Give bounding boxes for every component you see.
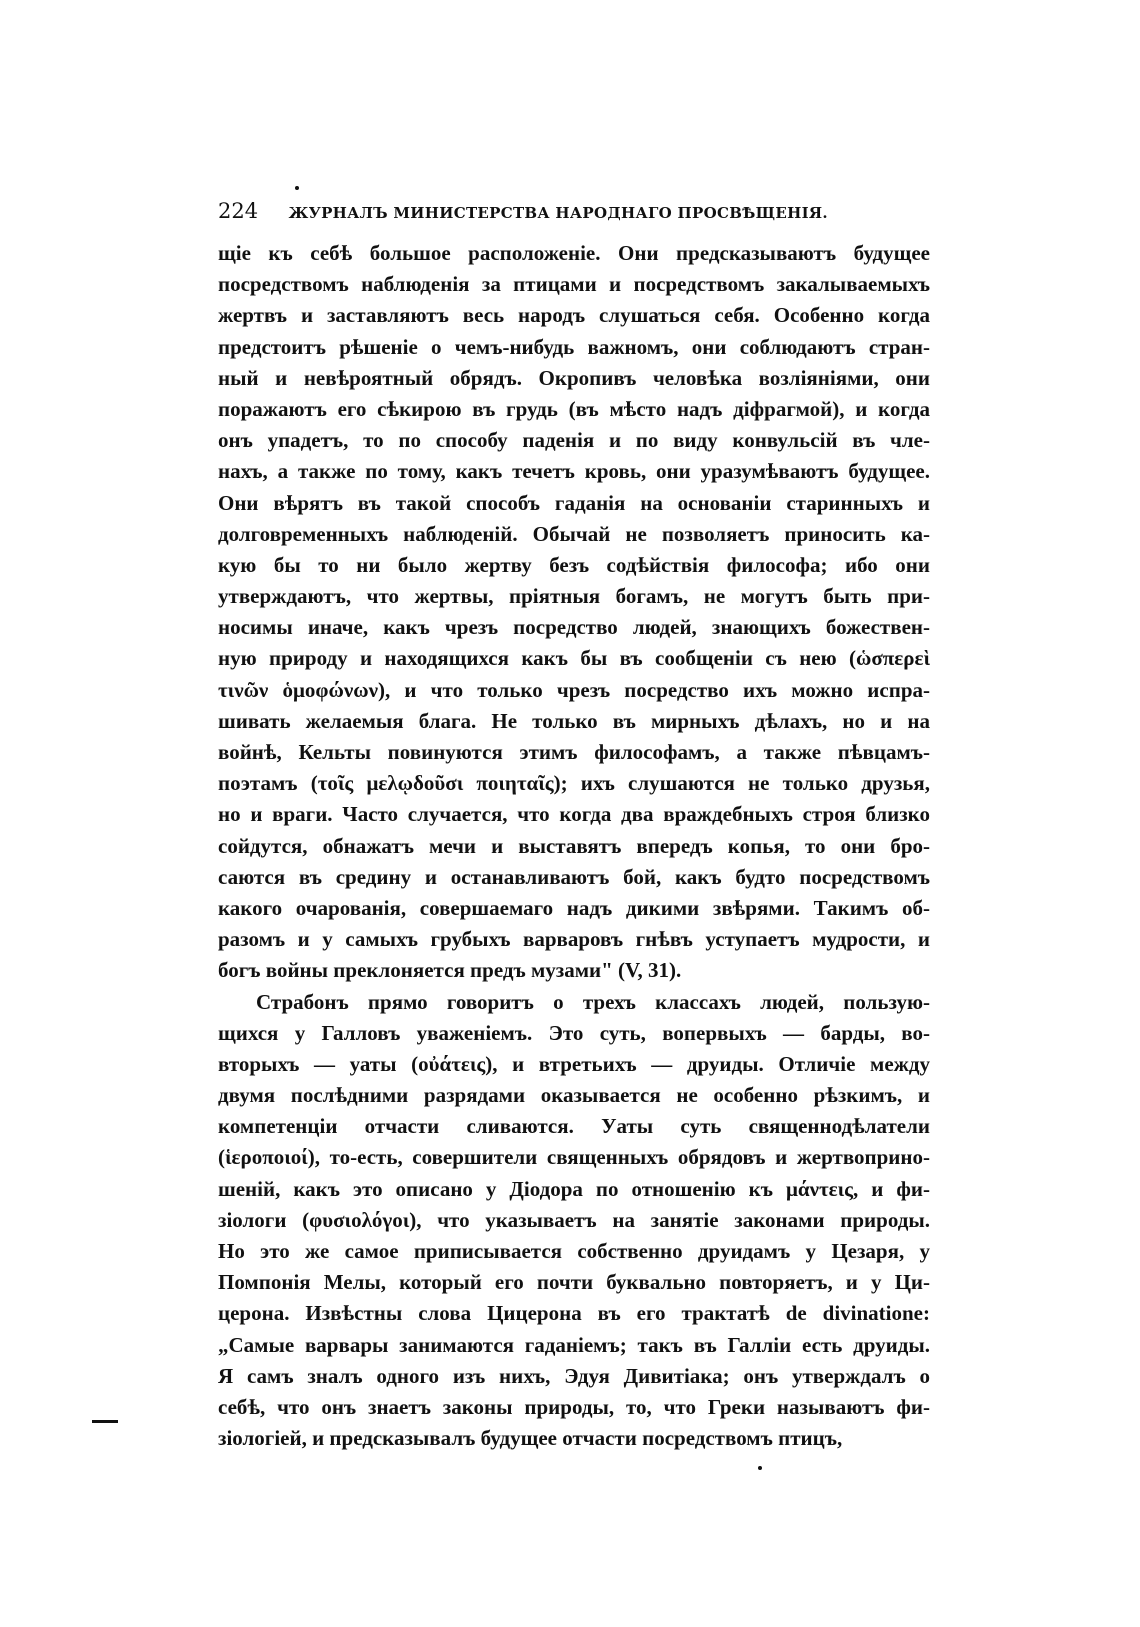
text-line: себѣ, что онъ знаетъ законы природы, то, что Греки называютъ фи- [218, 1394, 930, 1419]
text-line: τινῶν ὁμοφώνων), и что только чрезъ посредство ихъ можно испра- [218, 677, 930, 702]
text-line: ную природу и находящихся какъ бы въ сообщеніи съ нею (ὡσπερεὶ [218, 646, 930, 671]
text-line: но и враги. Часто случается, что когда два враждебныхъ строя близко [218, 802, 930, 827]
text-line: посредствомъ наблюденія за птицами и посредствомъ закалываемыхъ [218, 272, 930, 297]
paragraph [218, 987, 930, 1455]
margin-mark [92, 1420, 118, 1423]
text-line: онъ упадетъ, то по способу паденія и по виду конвульсій въ чле- [218, 428, 930, 453]
page-number: 224 [218, 199, 259, 223]
text-line: сойдутся, обнажатъ мечи и выставятъ впередъ копья, то они бро- [218, 833, 930, 858]
text-line: богъ войны преклоняется предъ музами" (V, 31). [218, 958, 682, 983]
text-line: зіологи (φυσιολόγοι), что указываетъ на занятіе законами природы. [218, 1207, 930, 1232]
text-line: кую бы то ни было жертву безъ содѣйствія философа; ибо они [218, 552, 930, 577]
text-line: Я самъ зналъ одного изъ нихъ, Эдуя Дивитіака; онъ утверждалъ о [218, 1363, 930, 1388]
text-line: нахъ, а также по тому, какъ течетъ кровь, они уразумѣваютъ будущее. [218, 459, 930, 484]
text-line: предстоитъ рѣшеніе о чемъ-нибудь важномъ, они соблюдаютъ стран- [218, 334, 930, 359]
text-line: Помпонія Мелы, который его почти буквально повторяетъ, и у Ци- [218, 1270, 930, 1295]
running-title: ЖУРНАЛЪ МИНИСТЕРСТВА НАРОДНАГО ПРОСВѢЩЕНІЯ. [288, 204, 828, 222]
text-line: ный и невѣроятный обрядъ. Окропивъ человѣка возліяніями, они [218, 365, 930, 390]
text-line: церона. Извѣстны слова Цицерона въ его трактатѣ de divinatione: [218, 1301, 930, 1326]
body-text [218, 238, 930, 1454]
text-line: жертвъ и заставляютъ весь народъ слушаться себя. Особенно когда [218, 303, 930, 328]
print-speck [758, 1466, 762, 1470]
text-line: вторыхъ — уаты (οὐάτεις), и втретьихъ — друиды. Отличіе между [218, 1051, 930, 1076]
text-line: долговременныхъ наблюденій. Обычай не позволяетъ приносить ка- [218, 521, 930, 546]
page-header [218, 196, 938, 226]
text-line: какого очарованія, совершаемаго надъ дикими звѣрями. Такимъ об- [218, 895, 930, 920]
text-line: щіе къ себѣ большое расположеніе. Они предсказываютъ будущее [218, 241, 930, 265]
text-line: Страбонъ прямо говоритъ о трехъ классахъ людей, пользую- [256, 989, 930, 1014]
text-line: компетенціи отчасти сливаются. Уаты суть священнодѣлатели [218, 1114, 930, 1139]
text-line: поэтамъ (τοῖς μελῳδοῦσι ποιηταῖς); ихъ слушаются не только друзья, [218, 771, 930, 796]
text-line: шивать желаемыя блага. Не только въ мирныхъ дѣлахъ, но и на [218, 708, 930, 733]
text-line: зіологіей, и предсказывалъ будущее отчасти посредствомъ птицъ, [218, 1426, 843, 1451]
text-line: шеній, какъ это описано у Діодора по отношенію къ μάντεις, и фи- [218, 1176, 930, 1201]
text-line: „Самые варвары занимаются гаданіемъ; такъ въ Галліи есть друиды. [218, 1332, 930, 1357]
text-line: щихся у Галловъ уваженіемъ. Это суть, вопервыхъ — барды, во- [218, 1020, 930, 1045]
text-line: носимы иначе, какъ чрезъ посредство людей, знающихъ божествен- [218, 615, 930, 640]
text-line: Но это же самое приписывается собственно друидамъ у Цезаря, у [218, 1239, 930, 1263]
text-line: Они вѣрятъ въ такой способъ гаданія на основаніи старинныхъ и [218, 490, 930, 515]
text-line: утверждаютъ, что жертвы, пріятныя богамъ, не могутъ быть при- [218, 584, 930, 609]
text-line: войнѣ, Кельты повинуются этимъ философамъ, а также пѣвцамъ- [218, 740, 930, 764]
paragraph [218, 238, 930, 987]
text-line: (ἱεροποιοί), то-есть, совершители священныхъ обрядовъ и жертвоприно- [218, 1145, 930, 1170]
text-line: поражаютъ его сѣкирою въ грудь (въ мѣсто надъ діфрагмой), и когда [218, 396, 930, 421]
text-line: двумя послѣдними разрядами оказывается не особенно рѣзкимъ, и [218, 1083, 930, 1108]
text-line: разомъ и у самыхъ грубыхъ варваровъ гнѣвъ уступаетъ мудрости, и [218, 927, 930, 952]
print-speck [295, 186, 299, 190]
text-line: саются въ средину и останавливаютъ бой, какъ будто посредствомъ [218, 864, 930, 889]
